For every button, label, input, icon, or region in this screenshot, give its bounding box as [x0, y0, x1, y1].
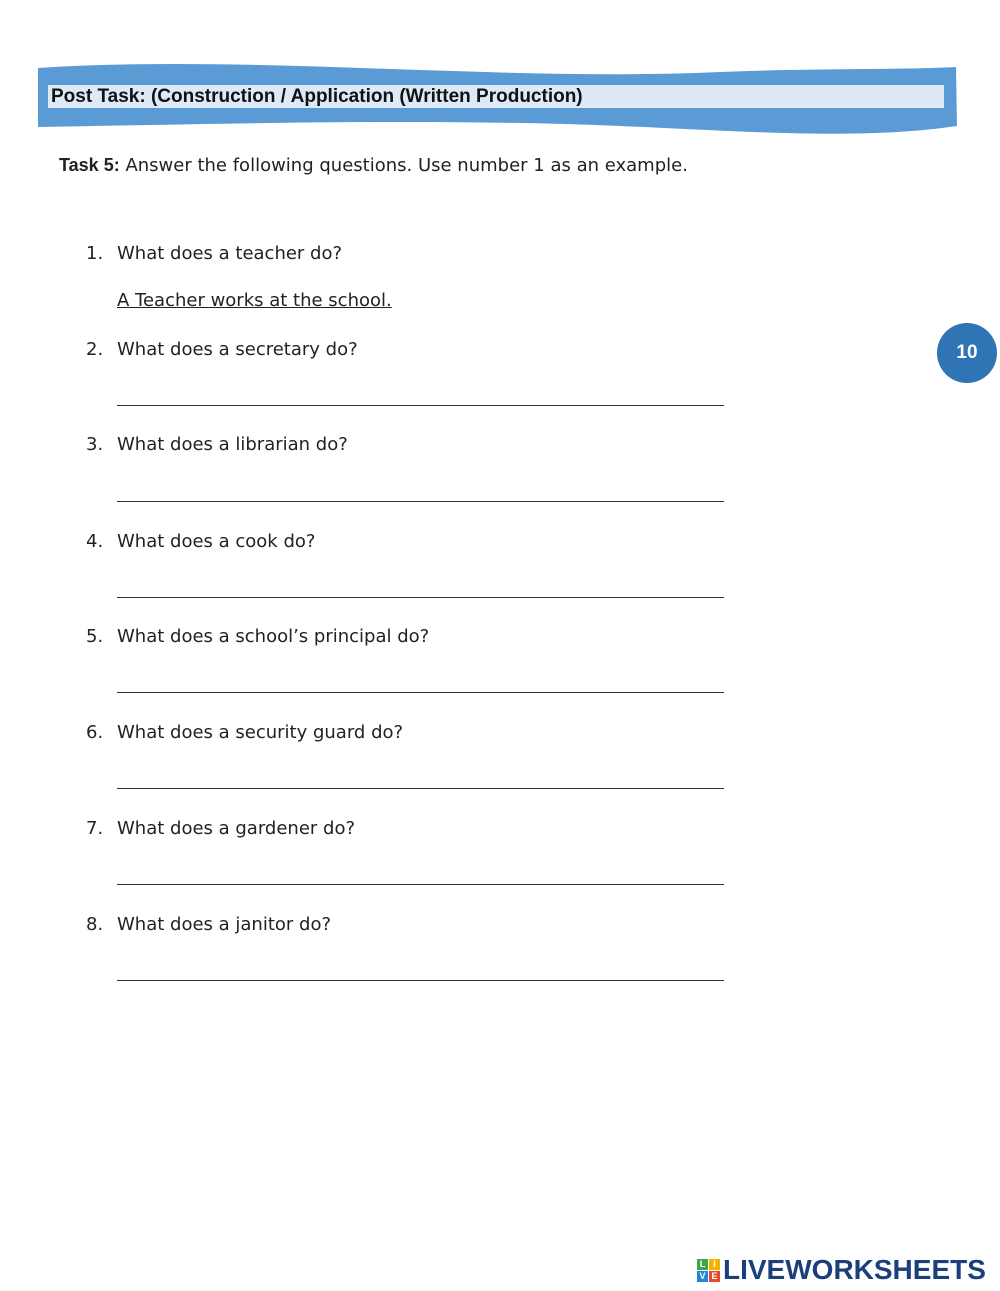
answer-line[interactable]: [117, 597, 724, 598]
question-item: [86, 338, 358, 362]
example-answer: A Teacher works at the school.: [117, 290, 392, 311]
answer-line[interactable]: [117, 405, 724, 406]
logo-tile: I: [709, 1259, 720, 1270]
answer-line[interactable]: [117, 884, 724, 885]
task-label: Task 5:: [59, 155, 120, 175]
question-number: 3.: [86, 434, 104, 455]
answer-line[interactable]: [117, 692, 724, 693]
question-number: 4.: [86, 531, 104, 552]
question-item: [86, 721, 403, 745]
brand-name: LIVEWORKSHEETS: [723, 1254, 986, 1285]
question-number: 8.: [86, 914, 104, 935]
answer-line[interactable]: [117, 501, 724, 502]
question-text: What does a teacher do?: [117, 243, 343, 264]
question-number: 1.: [86, 243, 104, 264]
question-item: [86, 433, 348, 457]
question-text: What does a security guard do?: [117, 722, 404, 743]
task-instruction: [59, 152, 688, 179]
question-text: What does a cook do?: [117, 531, 316, 552]
logo-tile: V: [697, 1271, 708, 1282]
question-item: [86, 625, 429, 649]
question-text: What does a librarian do?: [117, 434, 348, 455]
question-text: What does a janitor do?: [117, 914, 332, 935]
question-text: What does a secretary do?: [117, 339, 358, 360]
header-banner: [0, 0, 1000, 140]
question-item: [86, 913, 331, 937]
liveworksheets-brand: [697, 1254, 986, 1286]
logo-tile: L: [697, 1259, 708, 1270]
page-number-badge: 10: [937, 323, 997, 383]
question-number: 7.: [86, 818, 104, 839]
question-item: [86, 530, 315, 554]
task-text: Answer the following questions. Use number 1 as an example.: [125, 155, 688, 176]
question-text: What does a gardener do?: [117, 818, 356, 839]
question-number: 6.: [86, 722, 104, 743]
question-number: 5.: [86, 626, 104, 647]
liveworksheets-logo-icon: [697, 1259, 720, 1282]
question-item: [86, 242, 342, 266]
answer-line[interactable]: [117, 980, 724, 981]
question-number: 2.: [86, 339, 104, 360]
question-item: [86, 817, 355, 841]
logo-tile: E: [709, 1271, 720, 1282]
section-title: Post Task: (Construction / Application (Written Production): [48, 85, 944, 108]
question-text: What does a school’s principal do?: [117, 626, 430, 647]
answer-line[interactable]: [117, 788, 724, 789]
